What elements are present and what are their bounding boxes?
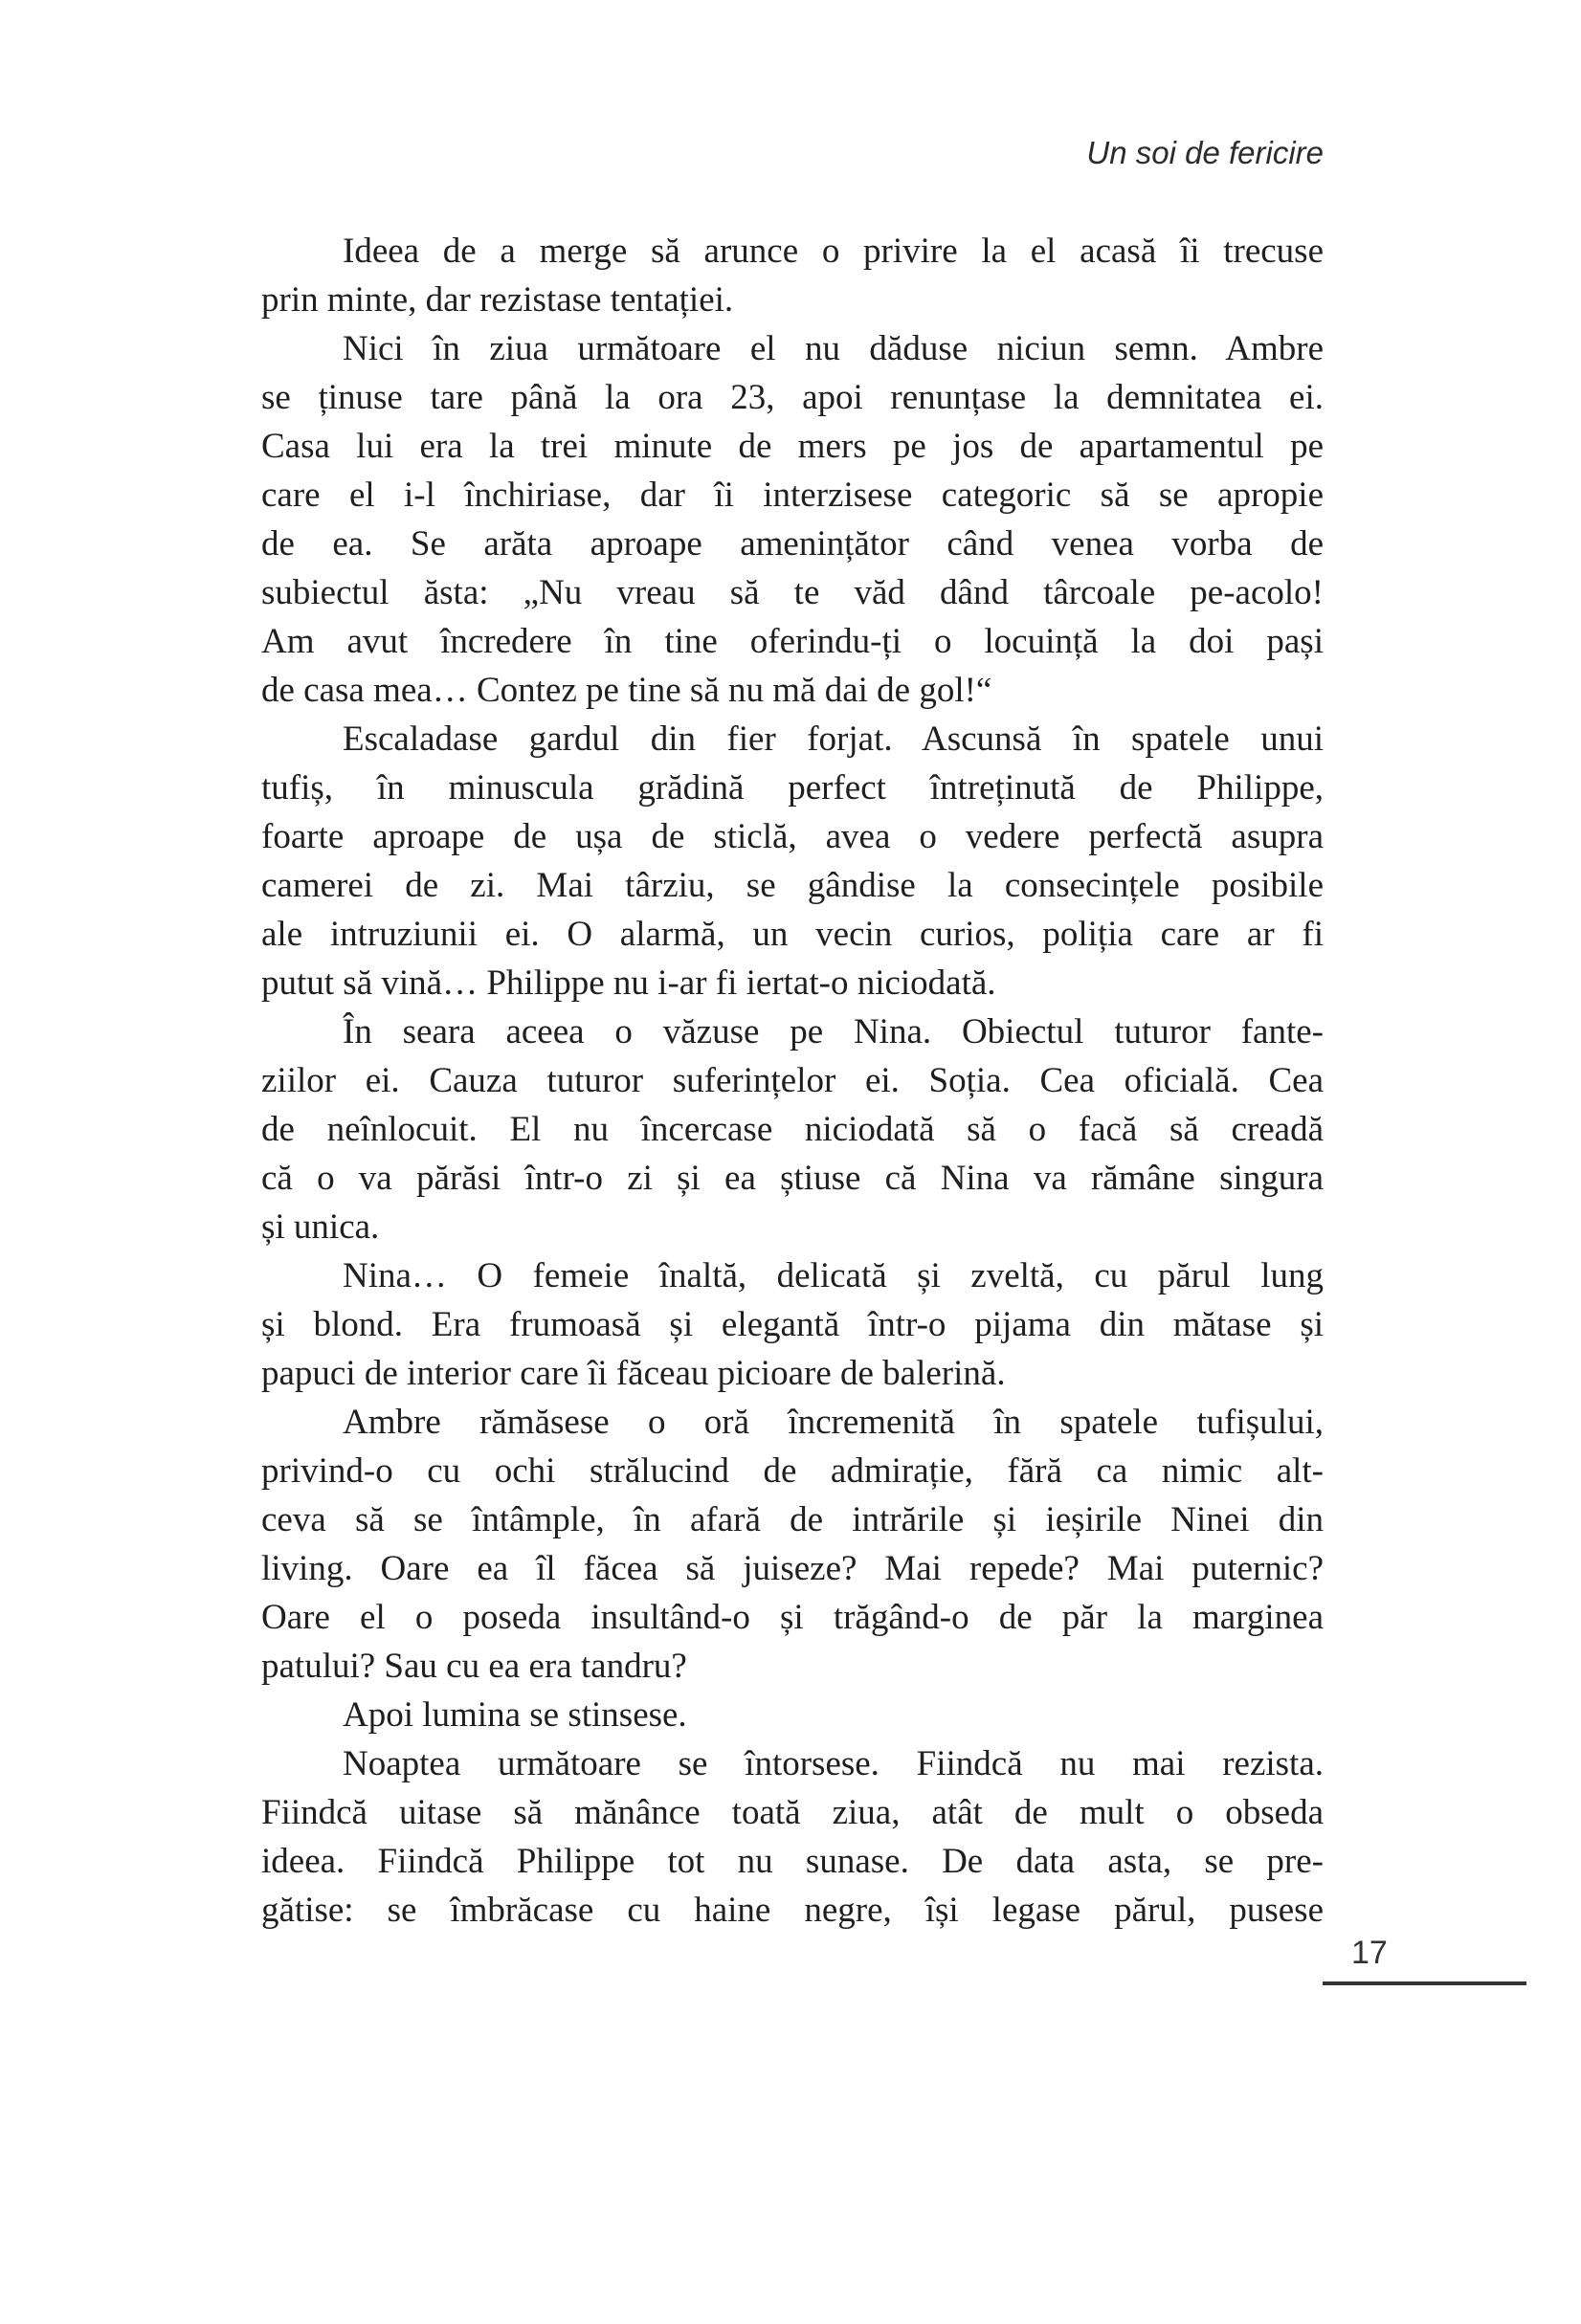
text-line: de casa mea… Contez pe tine să nu mă dai de gol!“ xyxy=(261,671,992,710)
text-line: living. Oare ea îl făcea să juiseze? Mai repede? Mai puternic? xyxy=(261,1549,1324,1588)
page-number: 17 xyxy=(1351,1935,1388,1971)
text-line: camerei de zi. Mai târziu, se gândise la consecințele posibile xyxy=(261,866,1324,905)
text-line: care el i-l închiriase, dar îi interzisese categoric să se apropie xyxy=(261,476,1324,515)
text-line: patului? Sau cu ea era tandru? xyxy=(261,1647,687,1686)
text-line: prin minte, dar rezistase tentației. xyxy=(261,280,734,320)
text-line: ideea. Fiindcă Philippe tot nu sunase. De data asta, se pre- xyxy=(261,1842,1324,1881)
text-line: ceva să se întâmple, în afară de intrările și ieșirile Ninei din xyxy=(261,1500,1324,1539)
text-line: de neînlocuit. El nu încercase niciodată să o facă să creadă xyxy=(261,1110,1324,1149)
text-line: și unica. xyxy=(261,1207,380,1247)
text-line: Casa lui era la trei minute de mers pe jos de apartamentul pe xyxy=(261,427,1324,466)
text-line: Ambre rămăsese o oră încremenită în spatele tufișului, xyxy=(343,1403,1324,1442)
text-line: și blond. Era frumoasă și elegantă într-o pijama din mătase și xyxy=(261,1305,1324,1344)
text-line: Escaladase gardul din fier forjat. Ascunsă în spatele unui xyxy=(343,719,1324,759)
text-line: privind-o cu ochi strălucind de admirație, fără ca nimic alt- xyxy=(261,1451,1324,1491)
text-line: foarte aproape de ușa de sticlă, avea o vedere perfectă asupra xyxy=(261,817,1324,856)
text-line: Fiindcă uitase să mănânce toată ziua, atât de mult o obseda xyxy=(261,1793,1324,1832)
text-line: Apoi lumina se stinsese. xyxy=(343,1695,687,1735)
text-line: Nina… O femeie înaltă, delicată și zveltă, cu părul lung xyxy=(343,1256,1324,1295)
body-text xyxy=(261,227,1324,1935)
footer-rule xyxy=(1323,1981,1526,1985)
text-line: se ținuse tare până la ora 23, apoi renunțase la demnitatea ei. xyxy=(261,378,1324,417)
text-line: Am avut încredere în tine oferindu-ți o locuință la doi pași xyxy=(261,622,1324,661)
text-line: În seara aceea o văzuse pe Nina. Obiectul tuturor fante- xyxy=(343,1012,1324,1051)
text-line: putut să vină… Philippe nu i-ar fi iertat-o niciodată. xyxy=(261,963,996,1003)
text-line: Noaptea următoare se întorsese. Fiindcă nu mai rezista. xyxy=(343,1744,1324,1783)
page-footer xyxy=(1323,1937,1526,1985)
text-line: ziilor ei. Cauza tuturor suferințelor ei. Soția. Cea oficială. Cea xyxy=(261,1061,1324,1100)
text-line: subiectul ăsta: „Nu vreau să te văd dând târcoale pe-acolo! xyxy=(261,573,1324,612)
text-line: Oare el o poseda insultând-o și trăgând-o de păr la marginea xyxy=(261,1598,1324,1637)
text-line: papuci de interior care îi făceau picioare de balerină. xyxy=(261,1354,1006,1393)
text-line: ale intruziunii ei. O alarmă, un vecin curios, poliția care ar fi xyxy=(261,915,1324,954)
text-line: Nici în ziua următoare el nu dăduse niciun semn. Ambre xyxy=(343,329,1324,368)
text-line: gătise: se îmbrăcase cu haine negre, își legase părul, pusese xyxy=(261,1891,1324,1930)
running-header: Un soi de fericire xyxy=(1086,135,1324,170)
text-line: tufiș, în minuscula grădină perfect întreținută de Philippe, xyxy=(261,768,1324,808)
text-line: că o va părăsi într-o zi și ea știuse că Nina va rămâne singura xyxy=(261,1159,1324,1198)
text-line: de ea. Se arăta aproape amenințător când venea vorba de xyxy=(261,524,1324,564)
text-line: Ideea de a merge să arunce o privire la el acasă îi trecuse xyxy=(343,232,1324,271)
